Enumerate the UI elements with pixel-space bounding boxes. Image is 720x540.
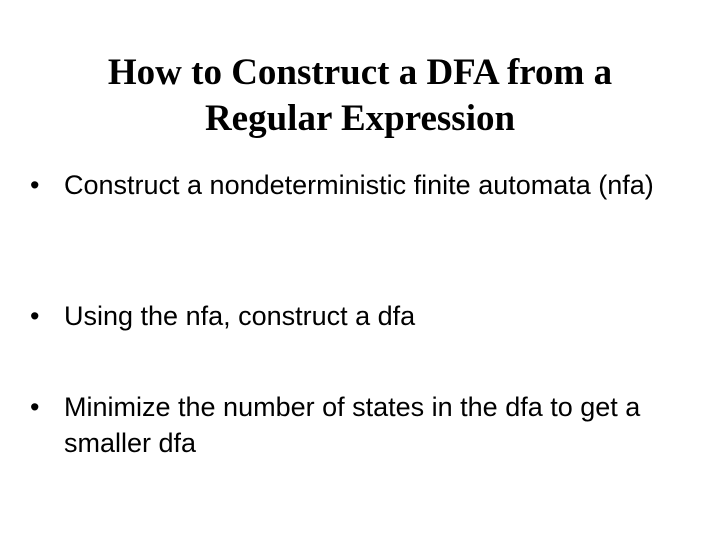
bullet-text: Minimize the number of states in the dfa to get a smaller dfa xyxy=(64,392,641,458)
slide-title-line-1: How to Construct a DFA from a xyxy=(107,52,613,93)
bullet-text: Using the nfa, construct a dfa xyxy=(64,301,416,331)
bullet-item xyxy=(30,298,700,334)
bullet-text: Construct a nondeterministic finite automata (nfa) xyxy=(64,170,654,200)
bullet-item xyxy=(30,167,700,203)
slide-title-line-2: Regular Expression xyxy=(204,98,516,139)
bullet-item xyxy=(30,389,700,461)
bullet-icon: • xyxy=(30,170,40,200)
bullet-icon: • xyxy=(30,392,40,422)
bullet-icon: • xyxy=(30,301,40,331)
